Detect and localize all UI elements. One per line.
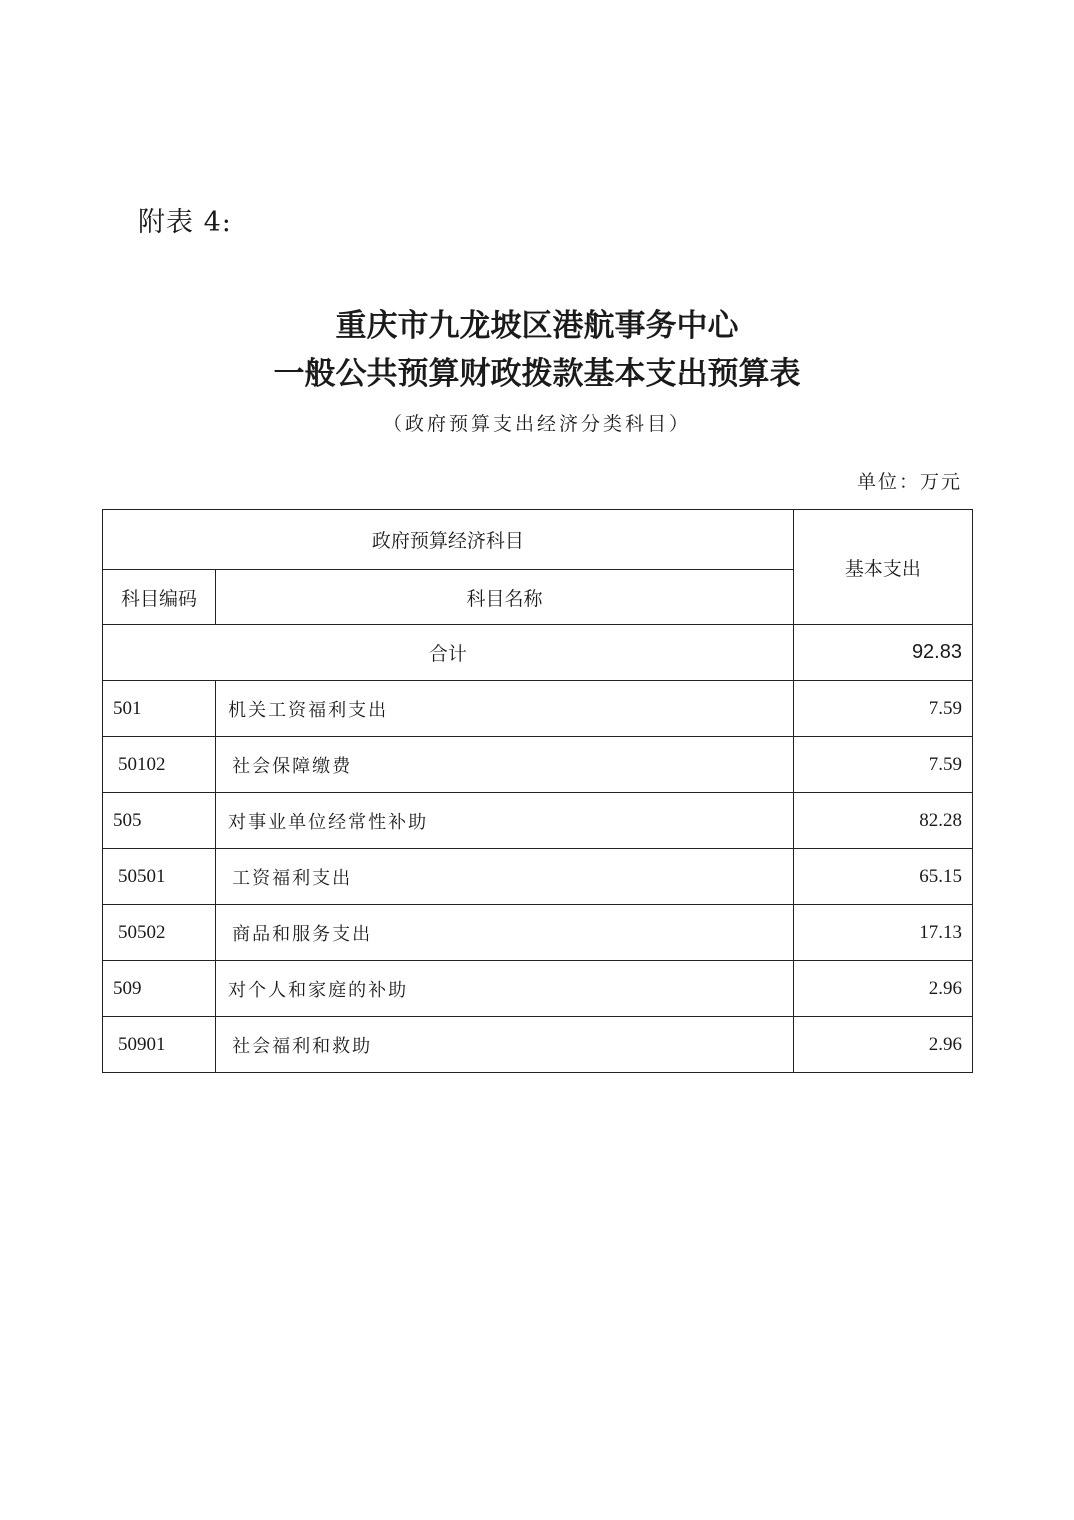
subject-name: 社会福利和救助 [216, 1017, 794, 1073]
page-subtitle: （政府预算支出经济分类科目） [382, 413, 691, 435]
attachment-label: 附表 4: [138, 207, 232, 238]
total-row [103, 625, 973, 681]
unit-label: 单位：万元 [856, 471, 962, 493]
header-basic-expense: 基本支出 [793, 510, 972, 625]
subject-code: 50102 [103, 737, 216, 793]
subject-name: 对个人和家庭的补助 [216, 961, 794, 1017]
table-row [103, 1017, 973, 1073]
subject-amount: 65.15 [793, 849, 972, 905]
table-row [103, 961, 973, 1017]
subject-code: 50502 [103, 905, 216, 961]
subject-code: 501 [103, 681, 216, 737]
subject-code: 505 [103, 793, 216, 849]
table-row [103, 905, 973, 961]
table-row [103, 681, 973, 737]
subject-name: 工资福利支出 [216, 849, 794, 905]
subject-code: 50501 [103, 849, 216, 905]
subject-amount: 2.96 [793, 961, 972, 1017]
table-row [103, 793, 973, 849]
subject-amount: 7.59 [793, 681, 972, 737]
subject-name: 商品和服务支出 [216, 905, 794, 961]
subject-name: 机关工资福利支出 [216, 681, 794, 737]
page-title-line-1: 重庆市九龙坡区港航事务中心 [335, 308, 739, 344]
header-subject-code: 科目编码 [103, 570, 216, 625]
table-row [103, 849, 973, 905]
subject-code: 50901 [103, 1017, 216, 1073]
subject-amount: 82.28 [793, 793, 972, 849]
header-economic-subject: 政府预算经济科目 [103, 510, 794, 570]
subject-amount: 7.59 [793, 737, 972, 793]
total-value: 92.83 [793, 625, 972, 681]
subject-code: 509 [103, 961, 216, 1017]
subject-amount: 17.13 [793, 905, 972, 961]
budget-table [102, 509, 973, 1073]
table-row [103, 737, 973, 793]
subject-name: 社会保障缴费 [216, 737, 794, 793]
subject-amount: 2.96 [793, 1017, 972, 1073]
page-title-line-2: 一般公共预算财政拨款基本支出预算表 [273, 356, 801, 392]
subject-name: 对事业单位经常性补助 [216, 793, 794, 849]
header-subject-name: 科目名称 [216, 570, 794, 625]
total-label: 合计 [103, 625, 794, 681]
table-header-row [103, 510, 973, 570]
